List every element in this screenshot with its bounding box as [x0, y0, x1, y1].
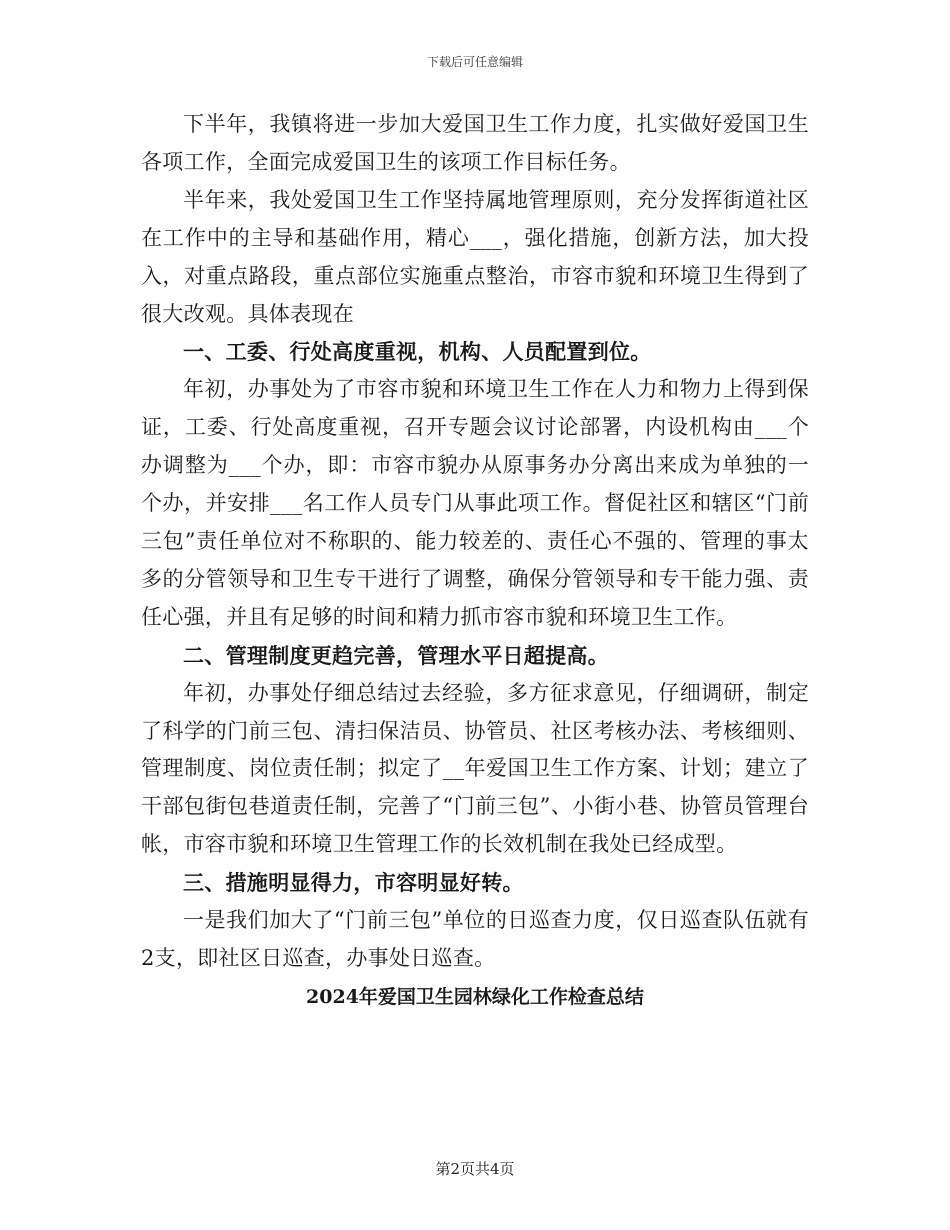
- paragraph: 下半年，我镇将进一步加大爱国卫生工作力度，扎实做好爱国卫生各项工作，全面完成爱国卫生的该项工作目标任务。: [141, 112, 809, 174]
- paragraph: 半年来，我处爱国卫生工作坚持属地管理原则，充分发挥街道社区在工作中的主导和基础作用，精心___，强化措施，创新方法，加大投入，对重点路段，重点部位实施重点整治，市容市貌和环境卫生得到了很大改观。具体表现在: [141, 187, 809, 326]
- paragraph: 年初，办事处仔细总结过去经验，多方征求意见，仔细调研，制定了科学的门前三包、清扫保洁员、协管员、社区考核办法、考核细则、管理制度、岗位责任制；拟定了__年爱国卫生工作方案、计划；建立了干部包街包巷道责任制，完善了“门前三包”、小街小巷、协管员管理台帐，市容市貌和环境卫生管理工作的长效机制在我处已经成型。: [141, 680, 809, 857]
- document-title: 2024年爱国卫生园林绿化工作检查总结: [306, 985, 644, 1008]
- document-body: [141, 106, 809, 1015]
- paragraph: 年初，办事处为了市容市貌和环境卫生工作在人力和物力上得到保证，工委、行处高度重视，召开专题会议讨论部署，内设机构由___个办调整为___个办，即：市容市貌办从原事务办分离出来成为单独的一个办，并安排___名工作人员专门从事此项工作。督促社区和辖区“门前三包”责任单位对不称职的、能力较差的、责任心不强的、管理的事太多的分管领导和卫生专干进行了调整，确保分管领导和专干能力强、责任心强，并且有足够的时间和精力抓市容市貌和环境卫生工作。: [141, 377, 809, 629]
- paragraph: 一是我们加大了“门前三包”单位的日巡查力度，仅日巡查队伍就有2支，即社区日巡查，办事处日巡查。: [141, 908, 809, 970]
- section-heading: 三、措施明显得力，市容明显好转。: [183, 870, 524, 896]
- page-number: 第2页共4页: [435, 1160, 515, 1178]
- section-heading: 一、工委、行处高度重视，机构、人员配置到位。: [183, 339, 652, 365]
- header-note: 下载后可任意编辑: [426, 55, 523, 69]
- section-heading: 二、管理制度更趋完善，管理水平日超提高。: [183, 642, 609, 668]
